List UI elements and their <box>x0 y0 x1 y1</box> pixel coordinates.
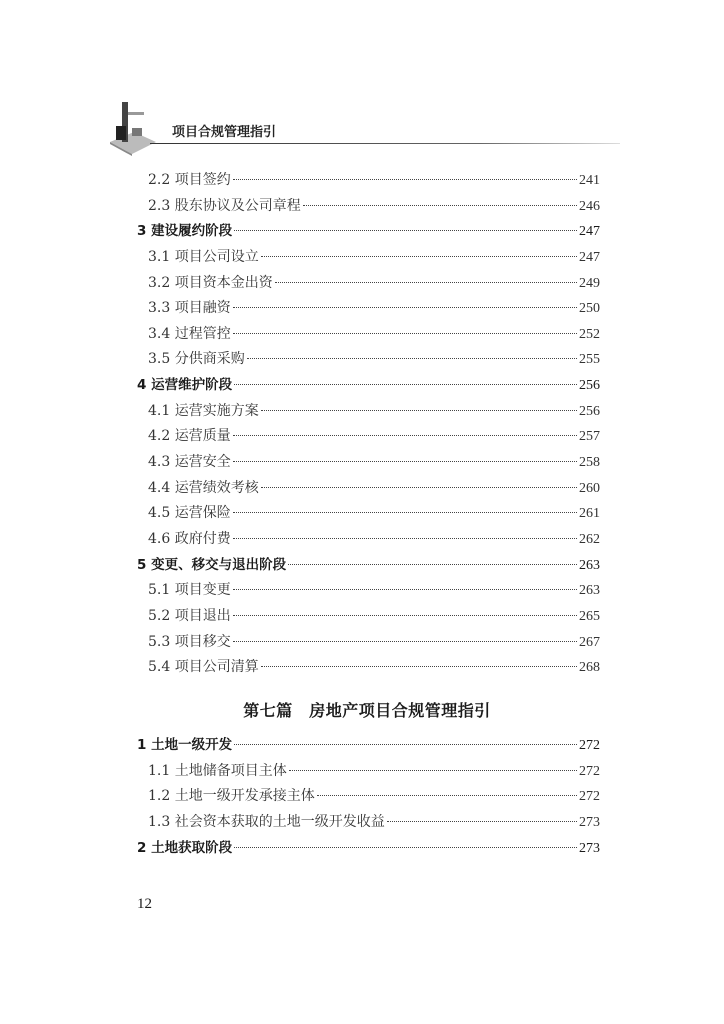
toc-entry[interactable] <box>137 168 600 194</box>
page-number: 12 <box>137 896 152 912</box>
toc-entry-page: 256 <box>579 403 600 419</box>
dot-leader <box>234 230 577 231</box>
toc-entry-page: 263 <box>579 557 600 573</box>
toc-entry-page: 260 <box>579 480 600 496</box>
toc-entry[interactable] <box>137 245 600 271</box>
toc-entry-page: 247 <box>579 249 600 265</box>
toc-entry-label: 3.4 过程管控 <box>148 325 231 342</box>
toc-entry-label: 4.3 运营安全 <box>148 454 231 471</box>
dot-leader <box>303 205 577 206</box>
toc-entry[interactable] <box>137 347 600 373</box>
dot-leader <box>233 589 577 590</box>
toc-entry-page: 252 <box>579 326 600 342</box>
toc-entry-page: 272 <box>579 763 600 779</box>
toc-entry-page: 272 <box>579 789 600 805</box>
toc-entry-page: 263 <box>579 583 600 599</box>
toc-entry[interactable] <box>137 322 600 348</box>
toc-entry[interactable] <box>137 733 600 759</box>
toc-entry-page: 272 <box>579 738 600 753</box>
toc-entry[interactable] <box>137 271 600 297</box>
toc-entry[interactable] <box>137 836 600 862</box>
toc-entry-page: 247 <box>579 224 600 240</box>
toc-entry[interactable] <box>137 296 600 322</box>
toc-entry-label: 3.5 分供商采购 <box>148 351 245 368</box>
dot-leader <box>234 384 577 385</box>
toc-entry[interactable] <box>137 424 600 450</box>
toc-entry-label: 4.6 政府付费 <box>148 530 231 547</box>
dot-leader <box>275 282 577 283</box>
dot-leader <box>387 821 577 822</box>
toc-entry-label: 5.4 项目公司清算 <box>148 659 259 676</box>
toc-entry[interactable] <box>137 553 600 579</box>
running-header-title: 项目合规管理指引 <box>172 125 277 140</box>
toc-entry[interactable] <box>137 194 600 220</box>
toc-entry-page: 267 <box>579 634 600 650</box>
toc-entry-page: 255 <box>579 352 600 368</box>
toc-entry-label: 4 运营维护阶段 <box>137 377 233 394</box>
toc-entry[interactable] <box>137 476 600 502</box>
toc-entry-page: 273 <box>579 840 600 856</box>
toc-entry-label: 1.3 社会资本获取的土地一级开发收益 <box>148 813 385 830</box>
toc-entry-page: 273 <box>579 814 600 830</box>
toc-entry[interactable] <box>137 373 600 399</box>
toc-entry[interactable] <box>137 604 600 630</box>
toc-entry-page: 261 <box>579 506 600 522</box>
dot-leader <box>234 847 577 848</box>
dot-leader <box>247 358 577 359</box>
toc-entry[interactable] <box>137 450 600 476</box>
toc-entry-page: 246 <box>579 198 600 214</box>
toc-entry-page: 268 <box>579 660 600 676</box>
part-title: 第七篇 房地产项目合规管理指引 <box>243 701 491 720</box>
toc-entry-label: 1.2 土地一级开发承接主体 <box>148 788 315 805</box>
dot-leader <box>233 641 577 642</box>
dot-leader <box>233 461 577 462</box>
toc-entry-label: 5.2 项目退出 <box>148 607 231 624</box>
toc-entry-page: 241 <box>579 173 600 188</box>
dot-leader <box>233 435 577 436</box>
toc-entry-page: 256 <box>579 378 600 394</box>
dot-leader <box>317 795 577 796</box>
toc-entry[interactable] <box>137 784 600 810</box>
toc-entry[interactable] <box>137 527 600 553</box>
toc-entry-label: 3.1 项目公司设立 <box>148 248 259 265</box>
toc-entry[interactable] <box>137 759 600 785</box>
dot-leader <box>261 256 577 257</box>
dot-leader <box>233 512 577 513</box>
construction-crane-icon <box>108 98 158 156</box>
toc-entry-label: 3.2 项目资本金出资 <box>148 274 273 291</box>
toc-entry-label: 5.3 项目移交 <box>148 633 231 650</box>
toc-entry-label: 3.3 项目融资 <box>148 300 231 317</box>
toc-entry-label: 4.1 运营实施方案 <box>148 402 259 419</box>
dot-leader <box>234 744 577 745</box>
dot-leader <box>289 770 577 771</box>
toc-entry-label: 5 变更、移交与退出阶段 <box>137 556 287 573</box>
dot-leader <box>233 615 577 616</box>
toc-entry-label: 5.1 项目变更 <box>148 582 231 599</box>
toc-entry-page: 262 <box>579 531 600 547</box>
toc-entry-page: 250 <box>579 301 600 317</box>
toc-entry[interactable] <box>137 810 600 836</box>
dot-leader <box>261 487 577 488</box>
toc-entry[interactable] <box>137 578 600 604</box>
toc-entry-label: 4.5 运营保险 <box>148 505 231 522</box>
toc-list-bottom <box>137 733 600 861</box>
header-rule <box>150 143 620 144</box>
dot-leader <box>233 538 577 539</box>
toc-entry-label: 2.2 项目签约 <box>148 172 231 188</box>
toc-entry-label: 1.1 土地储备项目主体 <box>148 762 287 779</box>
toc-entry[interactable] <box>137 399 600 425</box>
dot-leader <box>261 666 577 667</box>
toc-entry-label: 4.4 运营绩效考核 <box>148 479 259 496</box>
toc-entry[interactable] <box>137 655 600 681</box>
toc-entry-page: 257 <box>579 429 600 445</box>
toc-entry[interactable] <box>137 219 600 245</box>
toc-entry[interactable] <box>137 630 600 656</box>
toc-entry-label: 2.3 股东协议及公司章程 <box>148 197 301 214</box>
dot-leader <box>233 333 577 334</box>
toc-entry-label: 4.2 运营质量 <box>148 428 231 445</box>
dot-leader <box>233 307 577 308</box>
toc-entry-page: 258 <box>579 455 600 471</box>
toc-entry-page: 265 <box>579 608 600 624</box>
toc-list-top <box>137 168 600 681</box>
toc-entry-page: 249 <box>579 275 600 291</box>
toc-entry-label: 2 土地获取阶段 <box>137 839 233 856</box>
dot-leader <box>288 564 577 565</box>
toc-entry-label: 3 建设履约阶段 <box>137 223 233 240</box>
dot-leader <box>233 179 577 180</box>
toc-entry-label: 1 土地一级开发 <box>137 737 233 753</box>
dot-leader <box>261 410 577 411</box>
toc-entry[interactable] <box>137 501 600 527</box>
